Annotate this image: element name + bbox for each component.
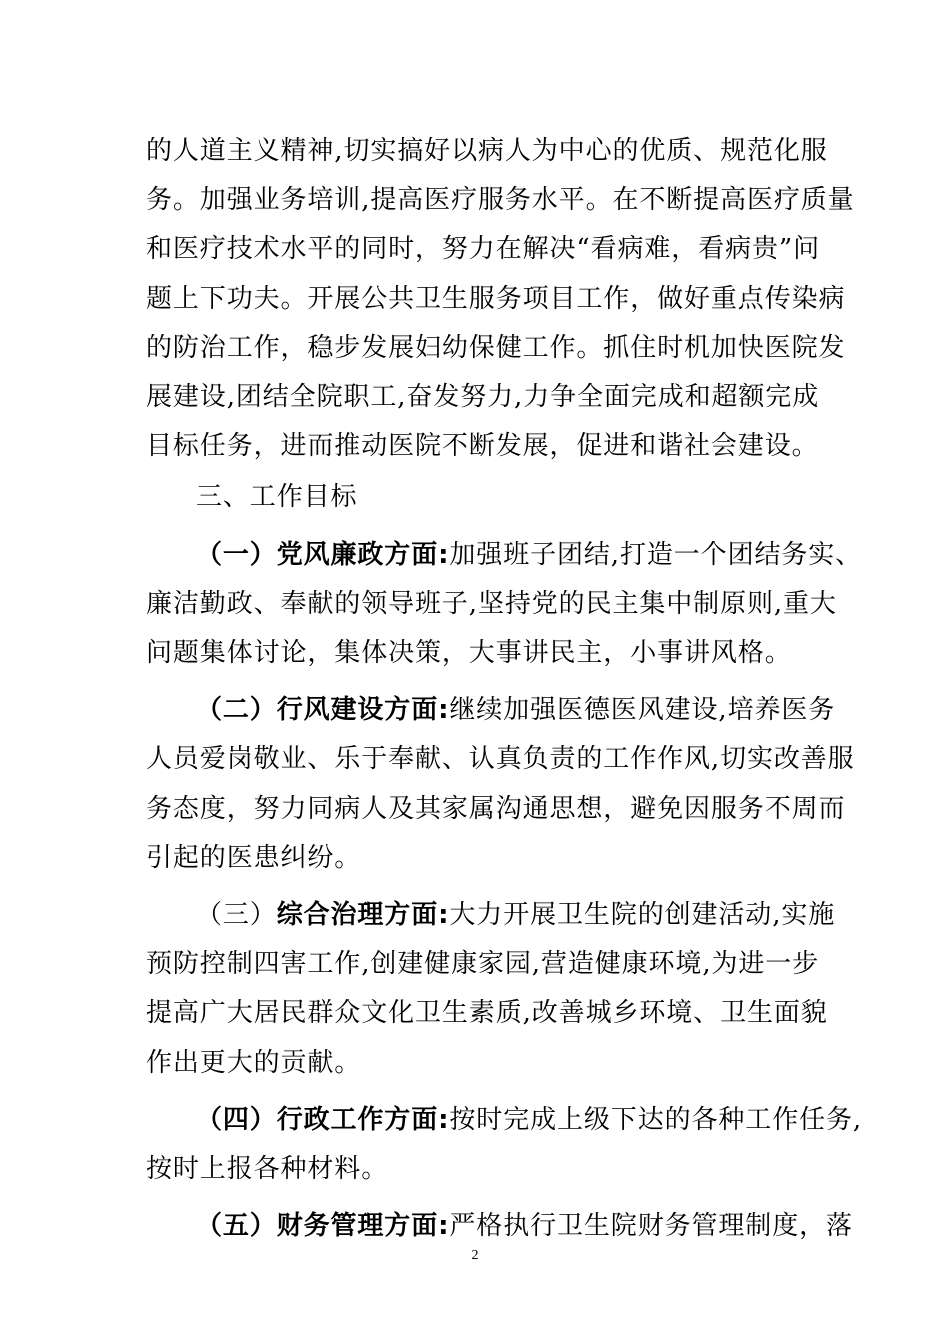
item-paragraph-3 (146, 891, 836, 1088)
text-line: 预防控制四害工作,创建健康家园,营造健康环境,为进一步 (146, 949, 820, 980)
intro-paragraph (146, 127, 855, 471)
section-heading: 三、工作目标 (196, 482, 358, 513)
text-line: 务。加强业务培训,提高医疗服务水平。在不断提高医疗质量 (146, 185, 855, 216)
item-text: 继续加强医德医风建设,培养医务 (449, 695, 836, 726)
text-line: 廉洁勤政、奉献的领导班子,坚持党的民主集中制原则,重大 (146, 588, 837, 619)
text-line (146, 1202, 853, 1251)
text-line: 展建设,团结全院职工,奋发努力,力争全面完成和超额完成 (146, 382, 820, 413)
item-label: 综合治理方面: (276, 900, 450, 931)
text-line (146, 891, 836, 940)
page-number: 2 (471, 1248, 479, 1263)
item-paragraph-5 (146, 1202, 853, 1251)
item-text: 严格执行卫生院财务管理制度，落 (449, 1211, 853, 1242)
text-line: 目标任务，进而推动医院不断发展，促进和谐社会建设。 (146, 431, 819, 462)
body-text (146, 127, 863, 1251)
item-paragraph-2 (146, 686, 855, 883)
text-line: 的人道主义精神,切实搞好以病人为中心的优质、规范化服 (146, 136, 828, 166)
text-line: 的防治工作，稳步发展妇幼保健工作。抓住时机加快医院发 (146, 332, 846, 363)
item-paragraph-4 (146, 1096, 863, 1194)
item-label: （一）党风廉政方面: (196, 539, 450, 570)
text-line: 按时上报各种材料。 (146, 1154, 389, 1185)
text-line (146, 1096, 863, 1145)
text-line: 引起的医患纠纷。 (146, 842, 362, 873)
text-line (146, 686, 836, 735)
item-text: 按时完成上级下达的各种工作任务, (449, 1104, 863, 1135)
item-label: （四）行政工作方面: (196, 1104, 450, 1135)
item-paragraph-1 (146, 531, 863, 679)
text-line: 提高广大居民群众文化卫生素质,改善城乡环境、卫生面貌 (146, 998, 828, 1029)
item-text: 大力开展卫生院的创建活动,实施 (449, 900, 836, 931)
text-line (146, 531, 863, 580)
text-line: 人员爱岗敬业、乐于奉献、认真负责的工作作风,切实改善服 (146, 744, 855, 775)
item-prefix: （三） (196, 900, 277, 931)
item-text: 加强班子团结,打造一个团结务实、 (449, 539, 863, 570)
text-line: 和医疗技术水平的同时，努力在解决“看病难，看病贵”问 (146, 234, 820, 265)
text-line: 题上下功夫。开展公共卫生服务项目工作，做好重点传染病 (146, 283, 846, 314)
item-label: （五）财务管理方面: (196, 1211, 450, 1242)
text-line: 务态度，努力同病人及其家属沟通思想，避免因服务不周而 (146, 793, 846, 824)
text-line: 问题集体讨论，集体决策，大事讲民主，小事讲风格。 (146, 638, 792, 669)
item-label: （二）行风建设方面: (196, 695, 450, 726)
text-line: 作出更大的贡献。 (146, 1047, 362, 1078)
